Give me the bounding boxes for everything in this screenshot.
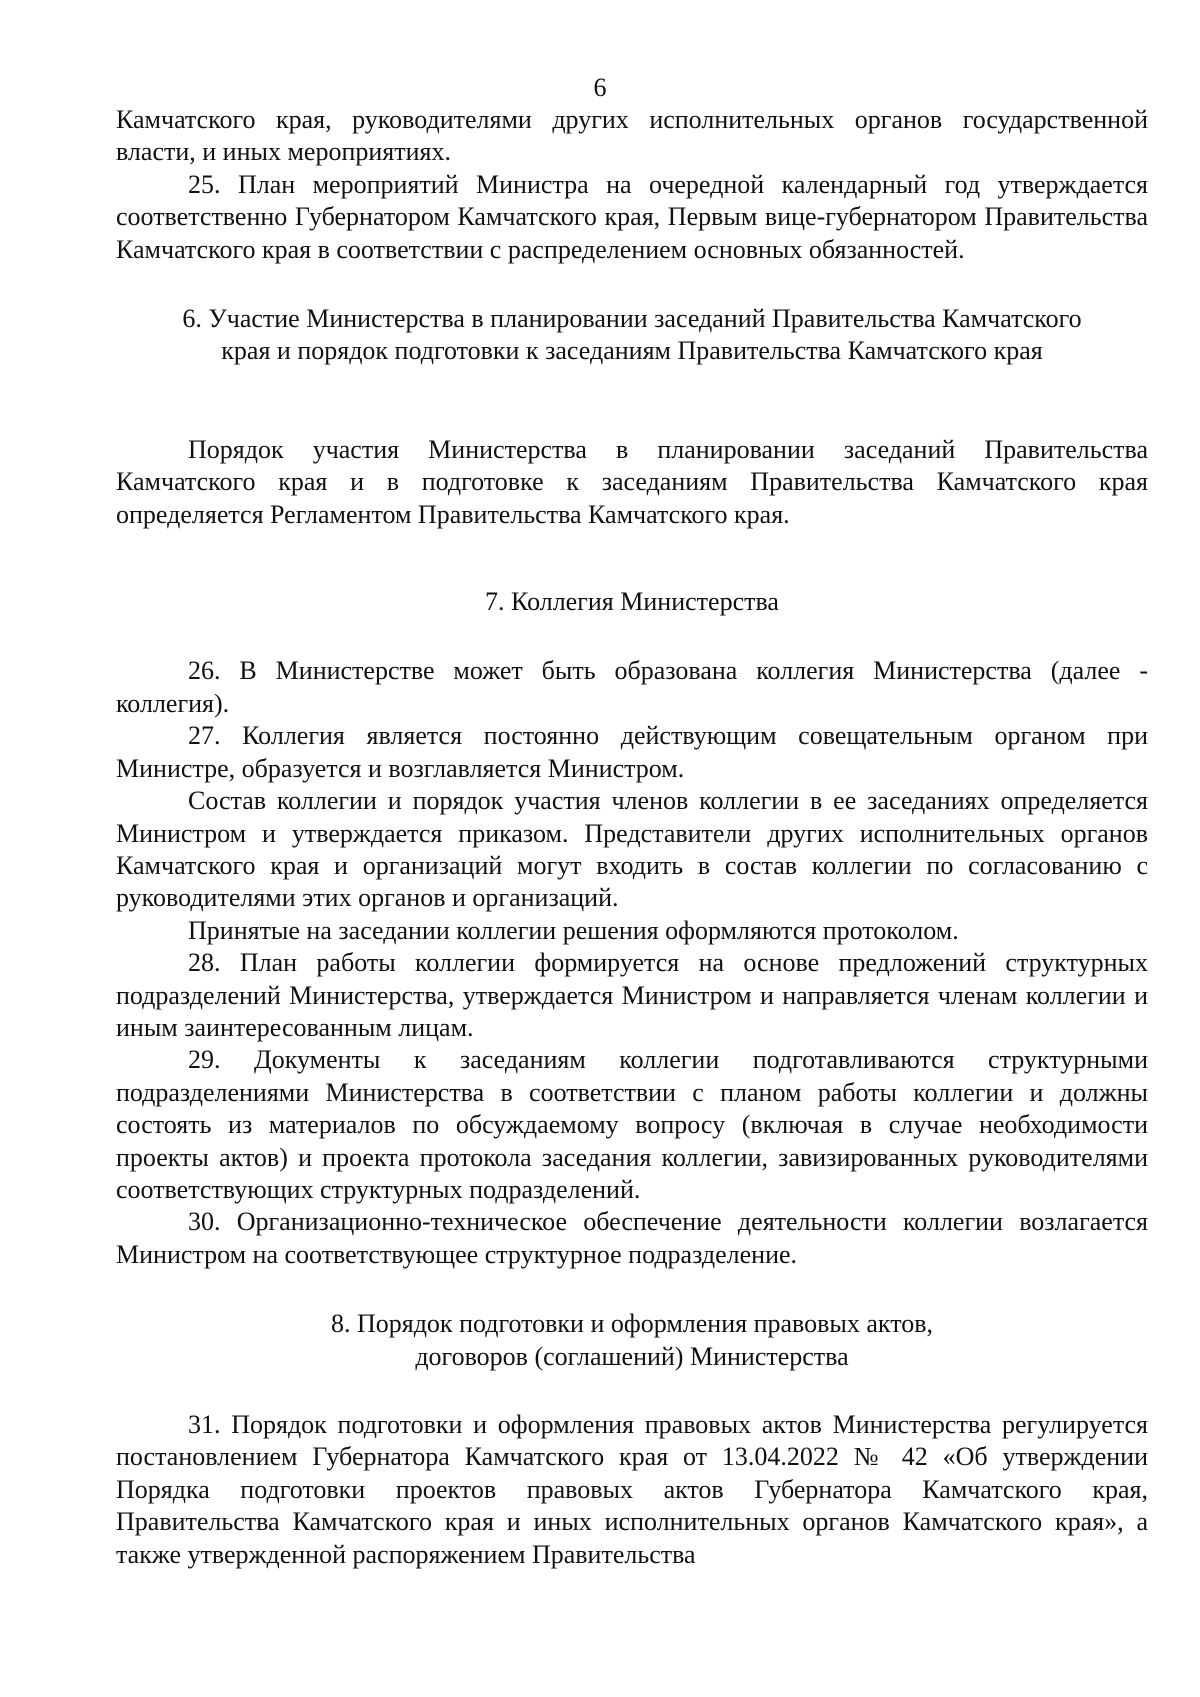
- section-6-heading-line-2: края и порядок подготовки к заседаниям Правительства Камчатского края: [221, 336, 1043, 366]
- paragraph-27-composition: Состав коллегии и порядок участия членов коллегии в ее заседаниях определяется Министром и утверждается приказом. Представители других исполнительных органов Камчатского края и организаций могут входить в состав коллегии по согласованию с руководителями этих органов и организаций.: [116, 786, 1148, 913]
- section-7-heading: 7. Коллегия Министерства: [485, 587, 779, 617]
- paragraph-26: 26. В Министерстве может быть образована коллегия Министерства (далее - коллегия).: [116, 656, 1148, 718]
- section-6-heading-line-1: 6. Участие Министерства в планировании заседаний Правительства Камчатского: [182, 304, 1082, 334]
- paragraph-31: 31. Порядок подготовки и оформления правовых актов Министерства регулируется постановлением Губернатора Камчатского края от 13.04.2022 № 42 «Об утверждении Порядка подготовки проектов правовых актов Губернатора Камчатского края, Правительства Камчатского края и иных исполнительных органов Камчатского края», а также утвержденной распоряжением Правительства: [116, 1410, 1148, 1569]
- document-body: [116, 104, 1148, 1571]
- section-8-heading-line-2: договоров (соглашений) Министерства: [415, 1341, 849, 1371]
- paragraph-continuation: Камчатского края, руководителями других исполнительных органов государственной власти, и иных мероприятиях.: [116, 105, 1148, 167]
- paragraph-27: 27. Коллегия является постоянно действующим совещательным органом при Министре, образуется и возглавляется Министром.: [116, 721, 1148, 783]
- paragraph-25: 25. План мероприятий Министра на очередной календарный год утверждается соответственно Губернатором Камчатского края, Первым вице-губернатором Правительства Камчатского края в соответствии с распределением основных обязанностей.: [116, 169, 1148, 264]
- section-6-paragraph: Порядок участия Министерства в планировании заседаний Правительства Камчатского края и в подготовке к заседаниям Правительства Камчатского края определяется Регламентом Правительства Камчатского края.: [116, 434, 1148, 529]
- paragraph-30: 30. Организационно-техническое обеспечение деятельности коллегии возлагается Министром на соответствующее структурное подразделение.: [116, 1207, 1148, 1269]
- paragraph-29: 29. Документы к заседаниям коллегии подготавливаются структурными подразделениями Министерства в соответствии с планом работы коллегии и должны состоять из материалов по обсуждаемому вопросу (включая в случае необходимости проекты актов) и проекта протокола заседания коллегии, завизированных руководителями соответствующих структурных подразделений.: [116, 1045, 1148, 1204]
- page-number: 6: [593, 73, 607, 102]
- paragraph-27-decisions: Принятые на заседании коллегии решения оформляются протоколом.: [188, 915, 959, 945]
- paragraph-28: 28. План работы коллегии формируется на основе предложений структурных подразделений Министерства, утверждается Министром и направляется членам коллегии и иным заинтересованным лицам.: [116, 948, 1148, 1042]
- section-8-heading-line-1: 8. Порядок подготовки и оформления правовых актов,: [330, 1309, 934, 1339]
